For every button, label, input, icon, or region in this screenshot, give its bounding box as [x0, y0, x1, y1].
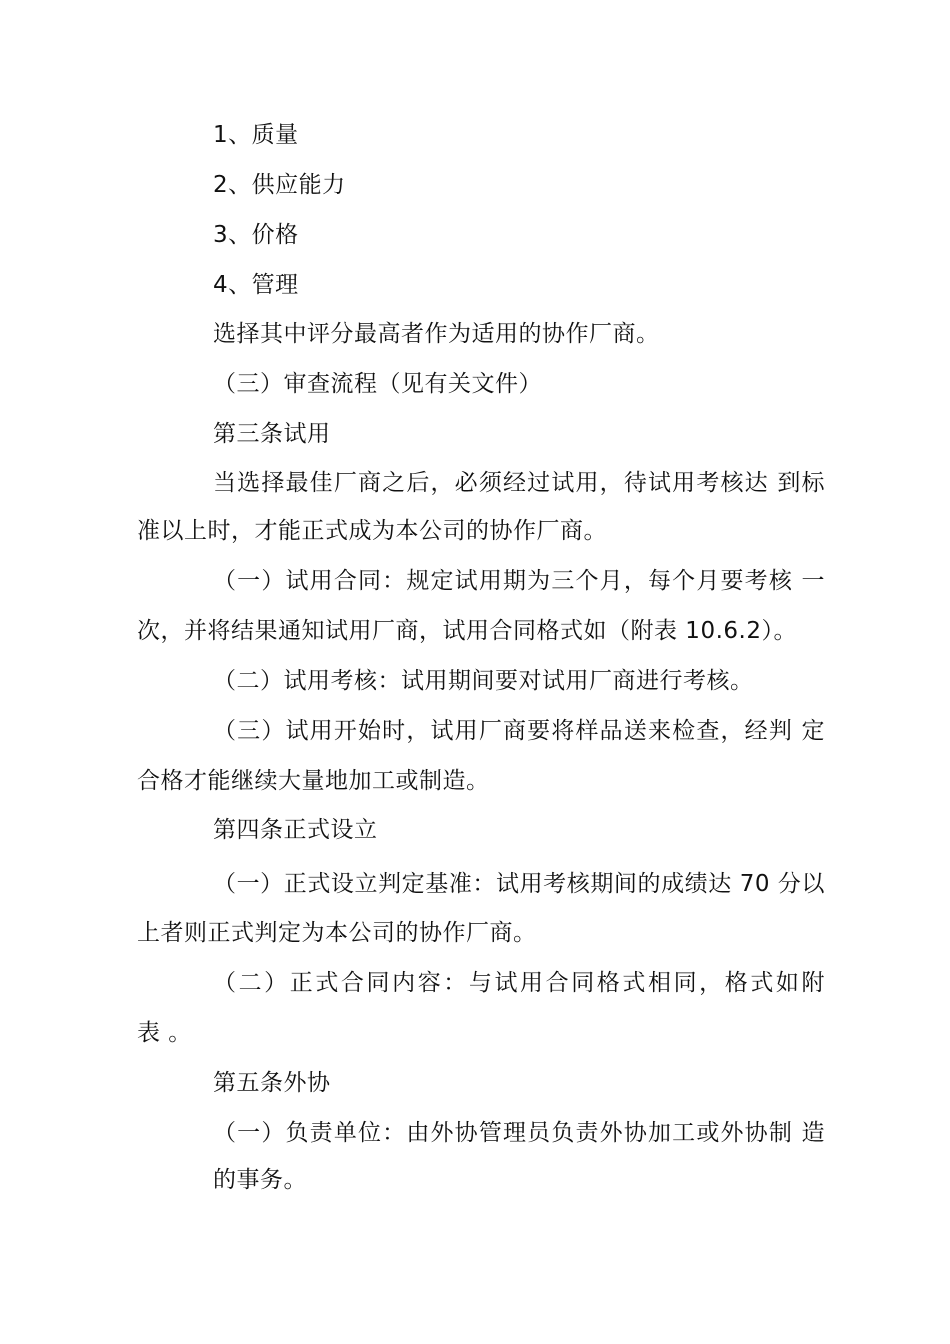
article-heading-trial: 第三条试用 [213, 421, 331, 447]
trial-start-line-2: 合格才能继续大量地加工或制造。 [137, 768, 490, 794]
formal-criteria-line-1: （一）正式设立判定基准：试用考核期间的成绩达 70 分以 [213, 871, 825, 897]
list-item-price: 3、价格 [213, 222, 299, 248]
trial-contract-line-2: 次，并将结果通知试用厂商，试用合同格式如（附表 10.6.2）。 [137, 618, 797, 644]
trial-contract-line-1: （一）试用合同：规定试用期为三个月，每个月要考核 一 [213, 568, 825, 594]
subsection-review-process: （三）审查流程（见有关文件） [213, 371, 542, 397]
list-item-quality: 1、质量 [213, 122, 299, 148]
article-heading-outsourcing: 第五条外协 [213, 1070, 331, 1096]
trial-start-line-1: （三）试用开始时，试用厂商要将样品送来检查，经判 定 [213, 718, 825, 744]
formal-contract-line-1: （二）正式合同内容：与试用合同格式相同，格式如附 [213, 970, 825, 996]
outsourcing-unit-line-2: 的事务。 [213, 1167, 307, 1193]
trial-assessment: （二）试用考核：试用期间要对试用厂商进行考核。 [213, 668, 754, 694]
formal-criteria-line-2: 上者则正式判定为本公司的协作厂商。 [137, 920, 537, 946]
list-item-supply-capacity: 2、供应能力 [213, 172, 346, 198]
outsourcing-unit-line-1: （一）负责单位：由外协管理员负责外协加工或外协制 造 [213, 1120, 825, 1146]
list-item-management: 4、管理 [213, 272, 299, 298]
paragraph-trial-line-2: 准以上时，才能正式成为本公司的协作厂商。 [137, 518, 607, 544]
article-heading-formal: 第四条正式设立 [213, 817, 378, 843]
paragraph-selection: 选择其中评分最高者作为适用的协作厂商。 [213, 321, 660, 347]
formal-contract-line-2: 表 。 [137, 1020, 192, 1046]
paragraph-trial-line-1: 当选择最佳厂商之后，必须经过试用，待试用考核达 到标 [213, 470, 825, 496]
